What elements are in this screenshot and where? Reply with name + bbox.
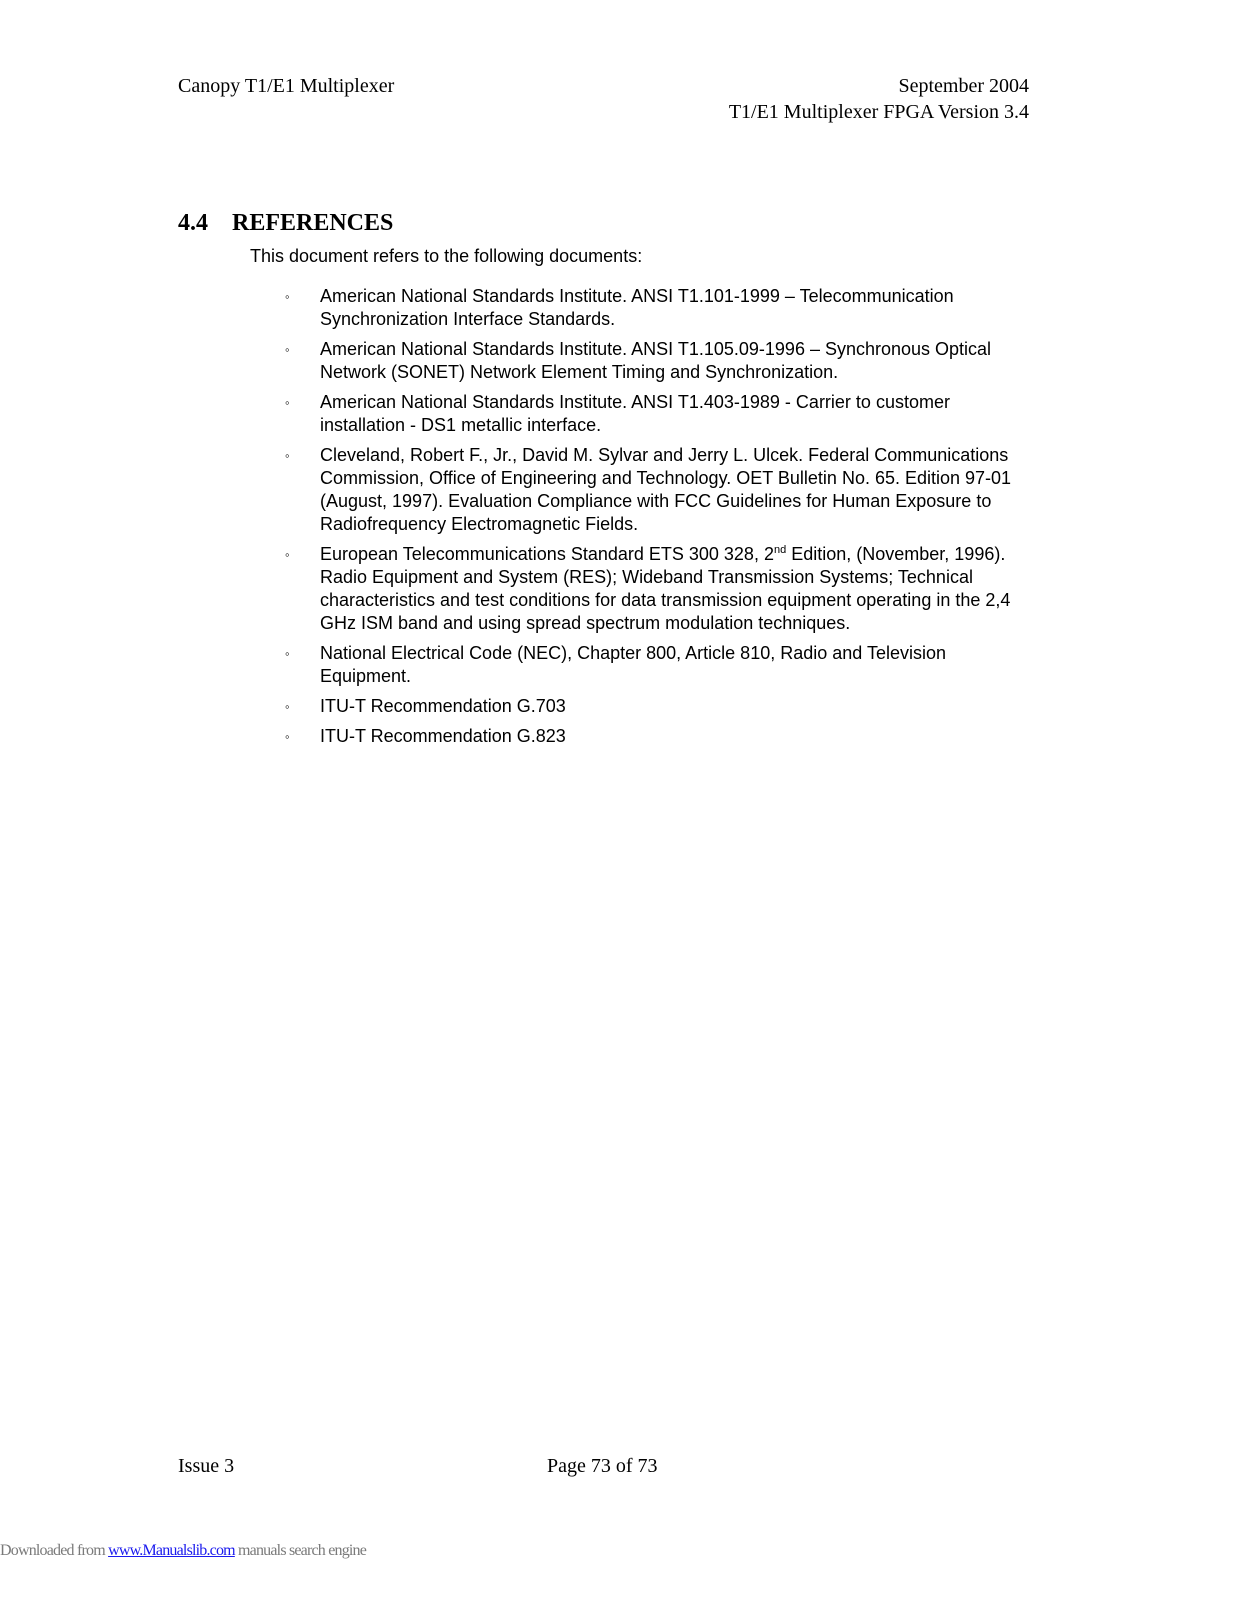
reference-item [285,444,1035,536]
reference-item [285,695,1035,718]
reference-text: American National Standards Institute. ANSI T1.105.09-1996 – Synchronous Optical Network (SONET) Network Element Timing and Synchronization. [320,339,992,382]
running-header-meta [729,73,1029,125]
reference-item [285,285,1035,331]
section-intro: This document refers to the following documents: [250,246,643,266]
reference-text-end: Edition, (November, 1996). Radio Equipment and System (RES); Wideband Transmission Systems; Technical characteristics and test conditions for data transmission equipment operating in the 2,4 GHz ISM band and using spread spectrum modulation techniques. [320,544,1011,633]
bullet-icon: ◦ [285,699,290,714]
bullet-icon: ◦ [285,646,290,661]
reference-item [285,543,1035,635]
reference-item [285,338,1035,384]
reference-text: American National Standards Institute. ANSI T1.403-1989 - Carrier to customer installation - DS1 metallic interface. [320,392,950,435]
bullet-icon: ◦ [285,448,290,463]
reference-text: ITU-T Recommendation G.823 [320,726,566,746]
bullet-icon: ◦ [285,729,290,744]
footer-issue: Issue 3 [178,1455,235,1477]
header-version: T1/E1 Multiplexer FPGA Version 3.4 [728,101,1029,123]
footer-page-number: Page 73 of 73 [547,1455,658,1477]
reference-text: American National Standards Institute. ANSI T1.101-1999 – Telecommunication Synchronization Interface Standards. [320,286,954,329]
ordinal-superscript: nd [773,544,787,556]
reference-text: ITU-T Recommendation G.703 [320,696,566,716]
header-date: September 2004 [898,75,1029,97]
reference-text: National Electrical Code (NEC), Chapter 800, Article 810, Radio and Television Equipment. [320,643,946,686]
download-attribution [0,1541,366,1561]
section-number: 4.4 [178,210,208,236]
reference-item [285,642,1035,688]
reference-list [285,285,1035,755]
running-header-title: Canopy T1/E1 Multiplexer [178,75,395,97]
bullet-icon: ◦ [285,342,290,357]
bullet-icon: ◦ [285,289,290,304]
manualslib-link[interactable]: www.Manualslib.com [108,1542,235,1559]
reference-item [285,725,1035,748]
reference-text [320,544,1010,633]
reference-text-start: European Telecommunications Standard ETS 300 328, 2 [320,544,774,564]
section-title: REFERENCES [232,210,394,236]
reference-text: Cleveland, Robert F., Jr., David M. Sylvar and Jerry L. Ulcek. Federal Communications Commission, Office of Engineering and Technology. OET Bulletin No. 65. Edition 97-01 (August, 1997). Evaluation Compliance with FCC Guidelines for Human Exposure to Radiofrequency Electromagnetic Fields. [320,445,1012,534]
download-suffix: manuals search engine [234,1542,367,1559]
download-prefix: Downloaded from [0,1542,109,1559]
bullet-icon: ◦ [285,547,290,562]
bullet-icon: ◦ [285,395,290,410]
section-heading [178,208,393,238]
reference-item [285,391,1035,437]
